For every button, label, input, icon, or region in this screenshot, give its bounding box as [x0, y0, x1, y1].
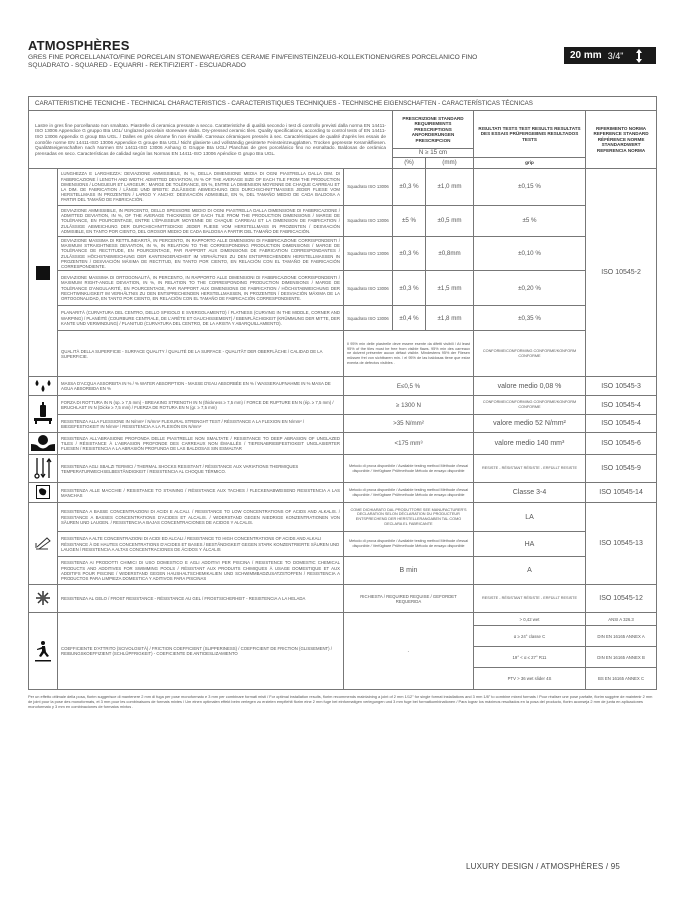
- row-requirement: <175 mm³: [344, 433, 474, 455]
- row-description: RESISTENZA AI PRODOTTI CHIMICI DI USO DOMESTICO E AGLI ADDITIVI PER PISCINA / RESISTENCE TO DOMESTIC CHEMICAL PRODUCTS AND ADDITIVES FOR SWIMMING POOLS / RÉSISTANT AUX PRODUITS CHIMIQUES À USAGE DOMESTIQUE ET AUX ADDITIFS POUR PISCINE / WIDERSTAND GEGEN HAUSHALTSCHEMIKALIEN UND SCHWIMMBADZUSATZSTOFFEN / RESISTENCIA A PRODUCTOS PARA LIMPIEZA DOMESTICA Y ADITIVOS PARA PISCINAS: [58, 557, 344, 585]
- row-requirement: E≤0,5 %: [344, 377, 474, 396]
- technical-table: [28, 96, 657, 690]
- table-row: [29, 271, 657, 306]
- abrasion-icon: [31, 435, 55, 451]
- row-result: ±0,35 %: [474, 306, 586, 331]
- table-row: [29, 306, 657, 331]
- breaking-strength-icon: [32, 401, 54, 427]
- row-method: Squadrato ISO 13006: [344, 206, 393, 237]
- row-reference: ISO 10545-13: [586, 503, 657, 585]
- row-method: Squadrato ISO 13006: [344, 271, 393, 306]
- col-results: RISULTATI TESTS TEST RESULTS RESULTATS DES ESSAIS PRÜFERGEBNIS RESULTADOS TESTS: [474, 111, 586, 158]
- row-mm: ±0,5 mm: [426, 206, 474, 237]
- row-result: valore medio 0,08 %: [474, 377, 586, 396]
- row-requirement: COME DICHIARATO DAL PRODUTTORE SEE MANUFACTURER'S DECLARATION SELON DÉCLARATION DU PRODUCTEUR ENTSPRECHEND DER HERSTELLERANGABEN TAL COMO DECLARA EL FABRICANTE: [344, 503, 474, 532]
- row-requirement: Metodo di prova disponibile / Available testing method Méthode d'essai disponible / Verfügbare Prüfmethode Método de ensayo disponible: [344, 532, 474, 557]
- subtitle: [28, 54, 477, 70]
- unit-percent: (%): [393, 158, 426, 169]
- row-requirement: Il 95% min delle piastrelle deve essere esente da difetti visibili / At least 95% of the tiles must be free from visible flaws. 95% min des carreaux ne doivent présenter aucun défaut visible. Mindestens 95% der Fliesen müssen frei von sichtbaren min. / el 95% de las baldosas tiene que estar exenta de defectos visibles .: [344, 331, 474, 377]
- row-reference: ISO 10545-6: [586, 433, 657, 455]
- row-requirement: Metodo di prova disponibile / Available testing method Méthode d'essai disponible / Verfügbare Prüfmethode Método de ensayo disponible: [344, 455, 474, 483]
- table-row: [29, 433, 657, 455]
- row-result: CONFORME/CONFORMING CONFORME/KONFORM CONFORME: [474, 396, 586, 415]
- col-reference: RIFERIMENTO NORMA REFERENCE STANDARD RÉFÉRENCE NORME STANDARDWERT REFERENCIA NORMA: [586, 111, 657, 169]
- size-condition: N ≥ 15 cm: [393, 149, 474, 158]
- row-description: RESISTENZA AL GELO / FROST RESISTANCE - RÉSISTANCE AU GEL / FROSTSICHERHEIT - RESISTENCIA A LA HELADA: [58, 585, 344, 613]
- row-description: PLANARITÀ (CURVATURA DEL CENTRO, DELLO SPIGOLO E SVERGOLAMENTO) / FLATNESS (CURVING IN THE MIDDLE, CORNER AND WARPING) / PLANÉITÉ (COURBURE CENTRALE, DE L'ARÊTE ET GAUCHISSEMENT) / EBENFLÄCHIGKEIT (KRÜMMUNG DER MITTE, DER KANTE UND VERWINDUNG) / PLANITUD (CURVATURA DEL CENTRO, DE LA ARISTA Y ABARQUILLAMIENTO).: [58, 306, 344, 331]
- row-description: COEFFICIENTE D'ATTRITO (SCIVOLOSITÀ) / FRICTION COEFFICIENT (SLIPPERINESS) / COEFFICIENT DE FRICTION (GLISSEMENT) / REIBUNGSKOEFFIZIENT (SCHLÜPFRIGKEIT) - COEFICIENTE DE ANTIDESLIZAMIENTO: [58, 613, 344, 690]
- row-result: > 0,42 wet: [474, 613, 586, 626]
- table-row: [29, 377, 657, 396]
- table-row: [29, 483, 657, 503]
- row-reference: ISO 10545-9: [586, 455, 657, 483]
- water-drops-icon: [33, 379, 53, 393]
- section-title: CARATTERISTICHE TECNICHE - TECHNICAL CHARACTERISTICS - CARACTERISTIQUES TECHNIQUES - TECHNISCHE EIGENSCHAFTEN - CARACTERÍSTICAS TÉCNICAS: [29, 97, 657, 111]
- grip-label: grip: [474, 158, 586, 169]
- table-row: [29, 331, 657, 377]
- table-row: [29, 415, 657, 433]
- row-method: Squadrato ISO 13006: [344, 237, 393, 271]
- row-result: RESISTE - RÉSISTANT RÉSISTE - ERFÜLLT RESISTE: [474, 585, 586, 613]
- stain-icon: [36, 485, 50, 499]
- page-footer: LUXURY DESIGN / ATMOSPHÈRES / 95: [466, 862, 621, 871]
- row-reference: DIN EN 16165 ANNEX B: [586, 647, 657, 668]
- row-reference: ISO 10545-4: [586, 415, 657, 433]
- table-row: [29, 613, 657, 626]
- row-description: MASSA D'ACQUA ASSORBITA IN % / % WATER ABSORPTION - MASSE D'EAU ABSORBÉE EN % / WASSERAUFNAHME IN % MASA DE AGUA ABSORBIDA EN %: [58, 377, 344, 396]
- unit-mm: (mm): [426, 158, 474, 169]
- row-description: RESISTENZA A BASSE CONCENTRAZIONI DI ACIDI E ALCALI. / RESISTANCE TO LOW CONCENTRATIONS OF ACIDS AND ALKALIS. / RESISTANCE A BASSES CONCENTRATIONS D'ACIDES ET ALCALIS. / WIDERSTAND GEGEN NIEDRIGE KONZENTRATIONEN VON SÄUREN UND LAUGEN. / RESISTENCIA A BAJAS CONCENTRACIONES DE ACIDOS Y ALCALIS.: [58, 503, 344, 532]
- footnote: Per un effetto ottimale della posa, florim suggerisce di mantenere 2 mm di fuga per pose monoformato e 3 mm per combinare formati misti / For optimal installation results, florim recommends maintaining a joint of 2 mm 1/12" for single format installations and 3 mm 1/8" to combine mixed formats / Pour réaliser une pose parfaite, florim suggère de maintenir 2 mm de joint pour la pose des monoformats, et 3 mm pour les combinaisons de formats mixtes / Um einen optimalen effekt beim verlegen zu erzielen empfiehlt florim eine 2 mm fuge bei einformatigen verlegungen und 3 mm fuge bei formatkombinationen / Para lograr los máximos resultados en la posa del producto, florim aconseja 2 mm de junta en aplicaciones monoformato y 3 mm en combinaciones de formatos mixtos .: [28, 694, 653, 710]
- table-row: [29, 557, 657, 585]
- table-row: [29, 503, 657, 532]
- vertical-double-arrow-icon: [635, 49, 643, 63]
- row-result: CONFORME/CONFORMING CONFORME/KONFORM CONFORME: [474, 331, 586, 377]
- row-description: RESISTENZA ALLE MACCHIE / RESISTANCE TO STAINING / RÉSISTANCE AUX TACHES / FLECKENABWEISEND RESISTENCIA A LAS MANCHAS: [58, 483, 344, 503]
- row-percent: ±0,3 %: [393, 169, 426, 206]
- table-row: [29, 206, 657, 237]
- row-result: valore medio 140 mm³: [474, 433, 586, 455]
- page-title: ATMOSPHÈRES: [28, 38, 130, 53]
- row-description: RESISTENZA ALL'ABRASIONE PROFONDA DELLE PIASTRELLE NON SMALTATE / RESISTANCE TO DEEP ABRASION OF UNGLAZED TILES / RÉSISTANCE À L'ABRASION PROFONDE DES CARREAUX NON ÉMAILLÉS / TIEFENABRIEBFESTIGKEIT UNGLASIERTER FLIESEN / RESISTENCIA A LA ABRASIÓN PROFUNDA DE LAS BALDOSAS SIN ESMALTAR: [58, 433, 344, 455]
- row-description: QUALITÀ DELLA SUPERFICIE - SURFACE QUALITY / QUALITÉ DE LA SURFACE - QUALITÄT DER OBERFLÄCHE / CALIDAD DE LA SUPERFICIE.: [58, 331, 344, 377]
- row-reference: ISO 10545-3: [586, 377, 657, 396]
- row-reference: ISO 10545-14: [586, 483, 657, 503]
- row-reference: ANSI A 326.3: [586, 613, 657, 626]
- row-description: RESISTENZA ALLA FLESSIONE IN N/mm² / N/mm² FLEXURAL STRENGHT TEST / RÉSISTANCE A LA FLEXION EN N/mm² / BIEGEFESTIGKEIT IN N/mm² / RESISTENCIA A LA FLEXIÓN EN N/mm²: [58, 415, 344, 433]
- square-tile-icon: [36, 266, 50, 280]
- thickness-badge: [564, 47, 656, 64]
- chemical-pour-icon: [34, 535, 52, 551]
- row-description: FORZA DI ROTTURA IN N (sp. ≥ 7,5 mm) - BREAKING STRENGTH IN N (thickness ≥ 7,5 mm) / FORCE DE RUPTURE EN N (ép. ≥ 7,5 mm) / BRUCHLAST IN N (Dicke ≥ 7,5 mm) / FUERZA DE ROTURA EN N (gr. ≥ 7,5 mm): [58, 396, 344, 415]
- row-result: ±0,10 %: [474, 237, 586, 271]
- row-percent: ±0,3 %: [393, 237, 426, 271]
- row-reference: ISO 10545-4: [586, 396, 657, 415]
- row-result: HA: [474, 532, 586, 557]
- row-description: RESISTENZA AGLI SBALZI TERMICI / THERMAL SHOCKS RESISTANT / RÉSISTANCE AUX VARIATIONS THERMIQUES TEMPERATURWECHSELBESTÄNDIGKEIT / RESISTENCIA AL CHOQUE TÉRMICO.: [58, 455, 344, 483]
- row-percent: ±5 %: [393, 206, 426, 237]
- edge-line: SQUADRATO - SQUARED - EQUARRI - REKTIFIZIERT - ESCUADRADO: [28, 62, 246, 69]
- row-result: ±0,15 %: [474, 169, 586, 206]
- row-reference: BS EN 16165 ANNEX C: [586, 668, 657, 690]
- row-requirement: -: [344, 613, 474, 690]
- table-row: [29, 532, 657, 557]
- material-line: GRES FINE PORCELLANATO/FINE PORCELAIN STONEWARE/GRES CERAME FIN/FEINSTEINZEUG-KOLLEKTIONEN/GRES PORCELANICO FINO: [28, 54, 478, 61]
- row-requirement: ≥ 1300 N: [344, 396, 474, 415]
- row-mm: ±1,8 mm: [426, 306, 474, 331]
- row-percent: ±0,4 %: [393, 306, 426, 331]
- table-row: [29, 237, 657, 271]
- row-requirement: Metodo di prova disponibile / Available testing method Méthode d'essai disponible / Verfügbare Prüfmethode Método de ensayo disponible: [344, 483, 474, 503]
- table-row: [29, 169, 657, 206]
- thickness-mm: 20 mm: [570, 50, 602, 61]
- thermometers-icon: [34, 457, 52, 479]
- row-description: DEVIAZIONE AMMISSIBILE, IN PERCENTO, DELLO SPESSORE MEDIO DI OGNI PIASTRELLA DALLA DIMENSIONE DI FABBRICAZIONE / ADMITTED DEVIATION, IN %, OF THE AVERAGE THICKNESS OF EACH TILE FROM THE PRODUCTION DIMENSIONS / MARGE DE TOLÉRANCE, EN POURCENTAGE, ENTRE L'ÉPAISSEUR MOYENNE DE CHAQUE CARREAU ET LA DIMENSION DE FABRICATION / ZULÄSSIGE ABWEICHUNG DER DURCHSCHNITTSDICKE JEDER FLIESE VOM HERSTELLMASS IN PROZENTEN / DESVIACIÓN ADMISIBLE, EN TANTO POR CIENTO, DEL GROSOR MEDIO DE CADA BALDOSA A PARTIR DEL TAMAÑO DE FABRICACIÓN.: [58, 206, 344, 237]
- thickness-inch: 3/4": [607, 50, 624, 61]
- row-method: Squadrato ISO 13006: [344, 306, 393, 331]
- row-reference: DIN EN 16165 ANNEX A: [586, 626, 657, 647]
- tile-icon-cell: [29, 169, 58, 377]
- row-result: RESISTE - RÉSISTANT RÉSISTE - ERFÜLLT RESISTE: [474, 455, 586, 483]
- table-row: [29, 455, 657, 483]
- row-result: Classe 3-4: [474, 483, 586, 503]
- row-result: ±0,20 %: [474, 271, 586, 306]
- row-method: Squadrato ISO 13006: [344, 169, 393, 206]
- row-result: ±5 %: [474, 206, 586, 237]
- row-result: α ≥ 24° classe C: [474, 626, 586, 647]
- intro-text: Lastre in gres fine porcellanato non smaltato. Piastrelle di ceramica pressate a secco. Caratteristiche di qualità secondo i test di controllo previsti dalla norma EN 14411-ISO 13006 Appendice G gruppo BIa UGL/ Unglazed porcelain stoneware slabs. Dry-pressed ceramic tiles. Quality specifications, according to control tests of EN 14411-ISO 13006 Appendix G group BIa UGL. / Dalles en grès cérame fin non émaillé. Carreaux céramiques pressés à sec. Caractéristiques de qualité d'après les essais de contrôle norme EN 14411-ISO 13006 Appendice G groupe BIa UGL/ Nicht glasierte und vollständig gesinterte Feinsteinzeugplatten. Trocken gepresste Keramikfliesen. Qualitätseigenschaften nach Normen EN 14411-ISO 13006 Anhang G Gruppe BIa UGL/ Planchas de gres porcelánico fino no esmaltado. Baldosas de cerámica prensadas en seco. Características de calidad según las Normas EN 14411-ISO 13006 Apéndice G grupo BIa UGL.: [29, 111, 393, 169]
- row-mm: ±1,5 mm: [426, 271, 474, 306]
- row-requirement: B min: [344, 557, 474, 585]
- col-prescription: PRESCRIZIONE STANDARD REQUIREMENTS PRESCRIPTIONS ANFORDERUNGEN PRESCRIPCION: [393, 111, 474, 149]
- row-percent: ±0,3 %: [393, 271, 426, 306]
- row-result: LA: [474, 503, 586, 532]
- row-reference: ISO 10545-2: [586, 169, 657, 377]
- row-requirement: RICHIESTA / REQUIRED REQUISE / GEFORDET REQUERIDA: [344, 585, 474, 613]
- row-result: A: [474, 557, 586, 585]
- slipping-person-icon: [34, 640, 52, 662]
- row-requirement: >35 N/mm²: [344, 415, 474, 433]
- row-description: DEVIAZIONE MASSIMA DI ORTOGONALITÀ, IN PERCENTO, IN RAPPORTO ALLE DIMENSIONI DI FABBRICAZIONE CORRISPONDENTI / MAXIMUM RIGHT-ANGLE DEVIATION, IN %, IN RELATION TO THE CORRESPONDING PRODUCTION DIMENSIONS / MARGE DE TOLÉRANCE D'ANGULARITÉ, EN POURCENTAGE, PAR RAPPORT AUX DIMENSIONS DE FABRICATION / HÖCHSTABWEICHUNG DER RECHTWINKLIGKEIT IM VERHÄLTNIS ZU DEN ENTSPRECHENDEN HERSTELLMASSEN, IN PROZENTEN / DESVIACIÓN MÁXIMA DE LA ORTOGONALIDAD, EN TANTO POR CIENTO, EN RELACIÓN CON EL TAMAÑO DE FABRICACIÓN CORRESPONDIENTE.: [58, 271, 344, 306]
- snowflake-icon: [36, 591, 50, 605]
- row-mm: ±1,0 mm: [426, 169, 474, 206]
- table-row: [29, 396, 657, 415]
- row-result: 19° < α ≤ 27° R11: [474, 647, 586, 668]
- row-description: RESISTENZA A ALTE CONCENTRAZIONI DI ACIDI ED ALCALI / RESISTANCE TO HIGH CONCENTRATIONS OF ACIDS AND ALKALI RÉSISTANCE À DE HAUTES CONCENTRATIONS D'ACIDES ET BASES / BESTÄNDIGKEIT GEGEN STARK KONZENTRIERTE SÄUREN UND LAUGEN / RESISTENCIA A ALTAS CONCENTRACIONES DE ÁCIDOS Y ÁLCALIS: [58, 532, 344, 557]
- row-description: LUNGHEZZA E LARGHEZZA: DEVIAZIONE AMMISSIBILE, IN %, DELLA DIMENSIONE MEDIA DI OGNI PIASTRELLA DALLA DIM. DI FABBRICAZIONE / LENGTH AND WIDTH: ADMITTED DEVIATION, IN % OF THE AVERAGE SIZE OF EACH TILE FROM THE PRODUCTION DIMENSIONS / LONGUEUR ET LARGEUR : MARGE DE TOLÉRANCE, EN %, ENTRE LA DIMENSION MOYENNE DE CHAQUE CARREAU ET LA DIM. DE FABRICATION / LÄNGE UND BREITE: ZULÄSSIGE ABWEICHUNG DES DURCHSCHNITTMASSES JEDER FLIESE VOM HERSTELLMASS IN PROZENTEN / LARGO Y ANCHO: DESVIACIÓN ADMISIBLE, EN %, DEL TAMAÑO MEDIO DE CADA BALDOSA A PARTIR DEL TAMAÑO DE FABRICACIÓN.: [58, 169, 344, 206]
- table-row: [29, 585, 657, 613]
- row-reference: ISO 10545-12: [586, 585, 657, 613]
- row-result: PTV > 36 wet slider 4S: [474, 668, 586, 690]
- row-result: valore medio 52 N/mm²: [474, 415, 586, 433]
- row-mm: ±0,8mm: [426, 237, 474, 271]
- row-description: DEVIAZIONE MASSIMA DI RETTILINEARITÀ, IN PERCENTO, IN RAPPORTO ALLE DIMENSIONI DI FABBRICAZIONE CORRISPONDENTI / MAXIMUM STRAIGHTNESS DEVIATION, IN %, IN RELATION TO THE CORRESPONDING PRODUCTION DIMENSIONS / MARGE DE TOLÉRANCE DE RECTITUDE, EN POURCENTAGE, PAR RAPPORT AUX DIMENSIONS DE FABRICATION CORRESPONDANTES / ZULÄSSIGE HÖCHSTABWEICHUNG DER KANTENGERADHEIT IM VERHÄLTNIS ZU DEN ENTSPRECHENDEN HERSTELLMASSEN IN PROZENTEN / DESVIACIÓN MÁXIMA DE RECTITUD, EN TANTO POR CIENTO, EN RELACIÓN CON EL TAMAÑO DE FABRICACIÓN CORRESPONDIENTE.: [58, 237, 344, 271]
